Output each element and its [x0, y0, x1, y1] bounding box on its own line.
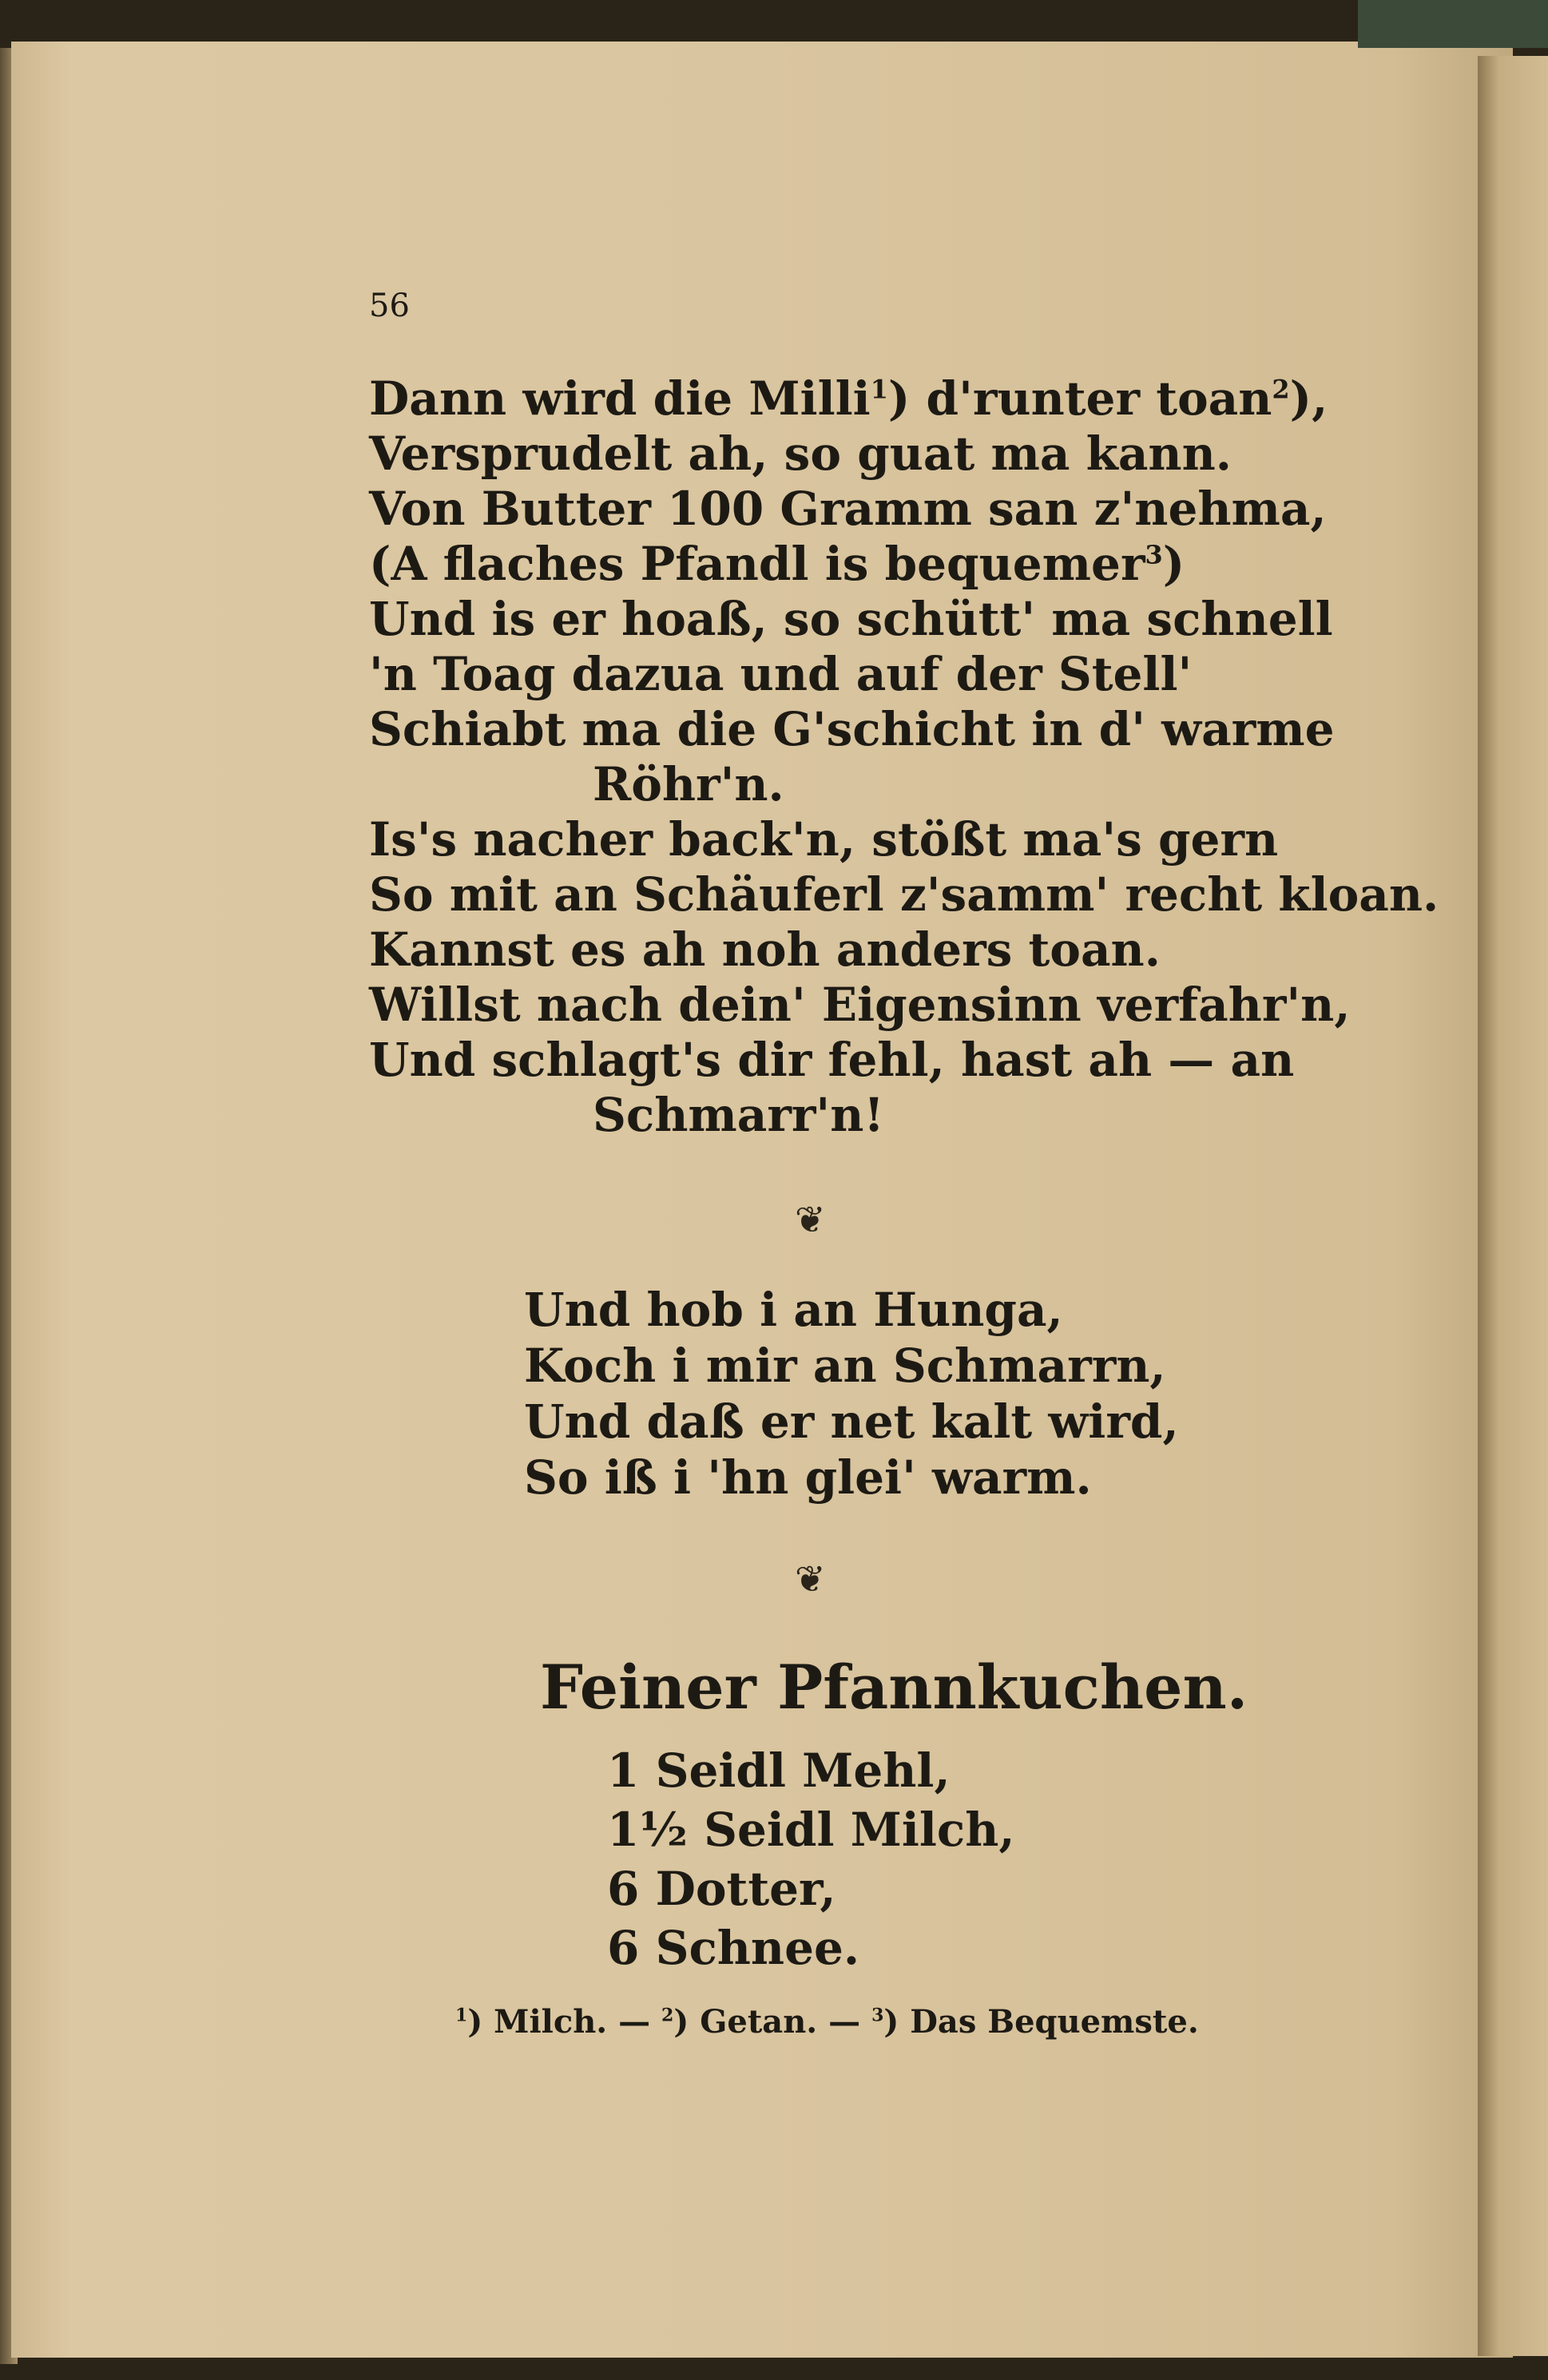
- poem-line: Versprudelt ah, so guat ma kann.: [369, 426, 1232, 481]
- poem-line: Schiabt ma die G'schicht in d' warme: [369, 702, 1335, 756]
- poem-line: 'n Toag dazua und auf der Stell': [369, 647, 1193, 701]
- verse-line: Koch i mir an Schmarrn,: [524, 1339, 1166, 1393]
- poem-line: Dann wird die Milli$^1$) d'runter toan$^2$),: [369, 371, 1328, 426]
- poem-line: Willst nach dein' Eigensinn verfahr'n,: [369, 978, 1351, 1032]
- ingredient-item: 6 Schnee.: [607, 1921, 860, 1975]
- verse-line: Und daß er net kalt wird,: [524, 1394, 1179, 1449]
- poem-line: Von Butter 100 Gramm san z'nehma,: [369, 482, 1327, 536]
- poem-line: Kannst es ah noh anders toan.: [369, 922, 1161, 977]
- footnotes: $^1$) Milch. — $^2$) Getan. — $^3$) Das Bequemste.: [455, 2003, 1199, 2041]
- ingredient-item: 6 Dotter,: [607, 1862, 836, 1916]
- verse-line: Und hob i an Hunga,: [524, 1283, 1063, 1337]
- poem-line: Schmarr'n!: [593, 1088, 884, 1142]
- poem-line: Und is er hoaß, so schütt' ma schnell: [369, 592, 1333, 646]
- verse: [524, 1282, 1179, 1505]
- verse-line: So iß i 'hn glei' warm.: [524, 1450, 1092, 1505]
- poem-line: Is's nacher back'n, stößt ma's gern: [369, 812, 1279, 867]
- ornament-icon: ❦: [795, 1557, 826, 1601]
- poem-line: So mit an Schäuferl z'samm' recht kloan.: [369, 867, 1439, 922]
- ingredient-item: 1½ Seidl Milch,: [607, 1803, 1015, 1857]
- poem-line: Und schlagt's dir fehl, hast ah — an: [369, 1033, 1295, 1087]
- ingredient-list: [607, 1741, 1015, 1977]
- poem-line: (A flaches Pfandl is bequemer$^3$): [369, 537, 1185, 591]
- ingredient-item: 1 Seidl Mehl,: [607, 1743, 951, 1798]
- ornament-icon: ❦: [795, 1198, 826, 1241]
- poem: [369, 371, 1439, 1143]
- recipe-title: Feiner Pfannkuchen.: [540, 1652, 1248, 1723]
- poem-line: Röhr'n.: [593, 757, 784, 811]
- page-number: 56: [369, 288, 410, 324]
